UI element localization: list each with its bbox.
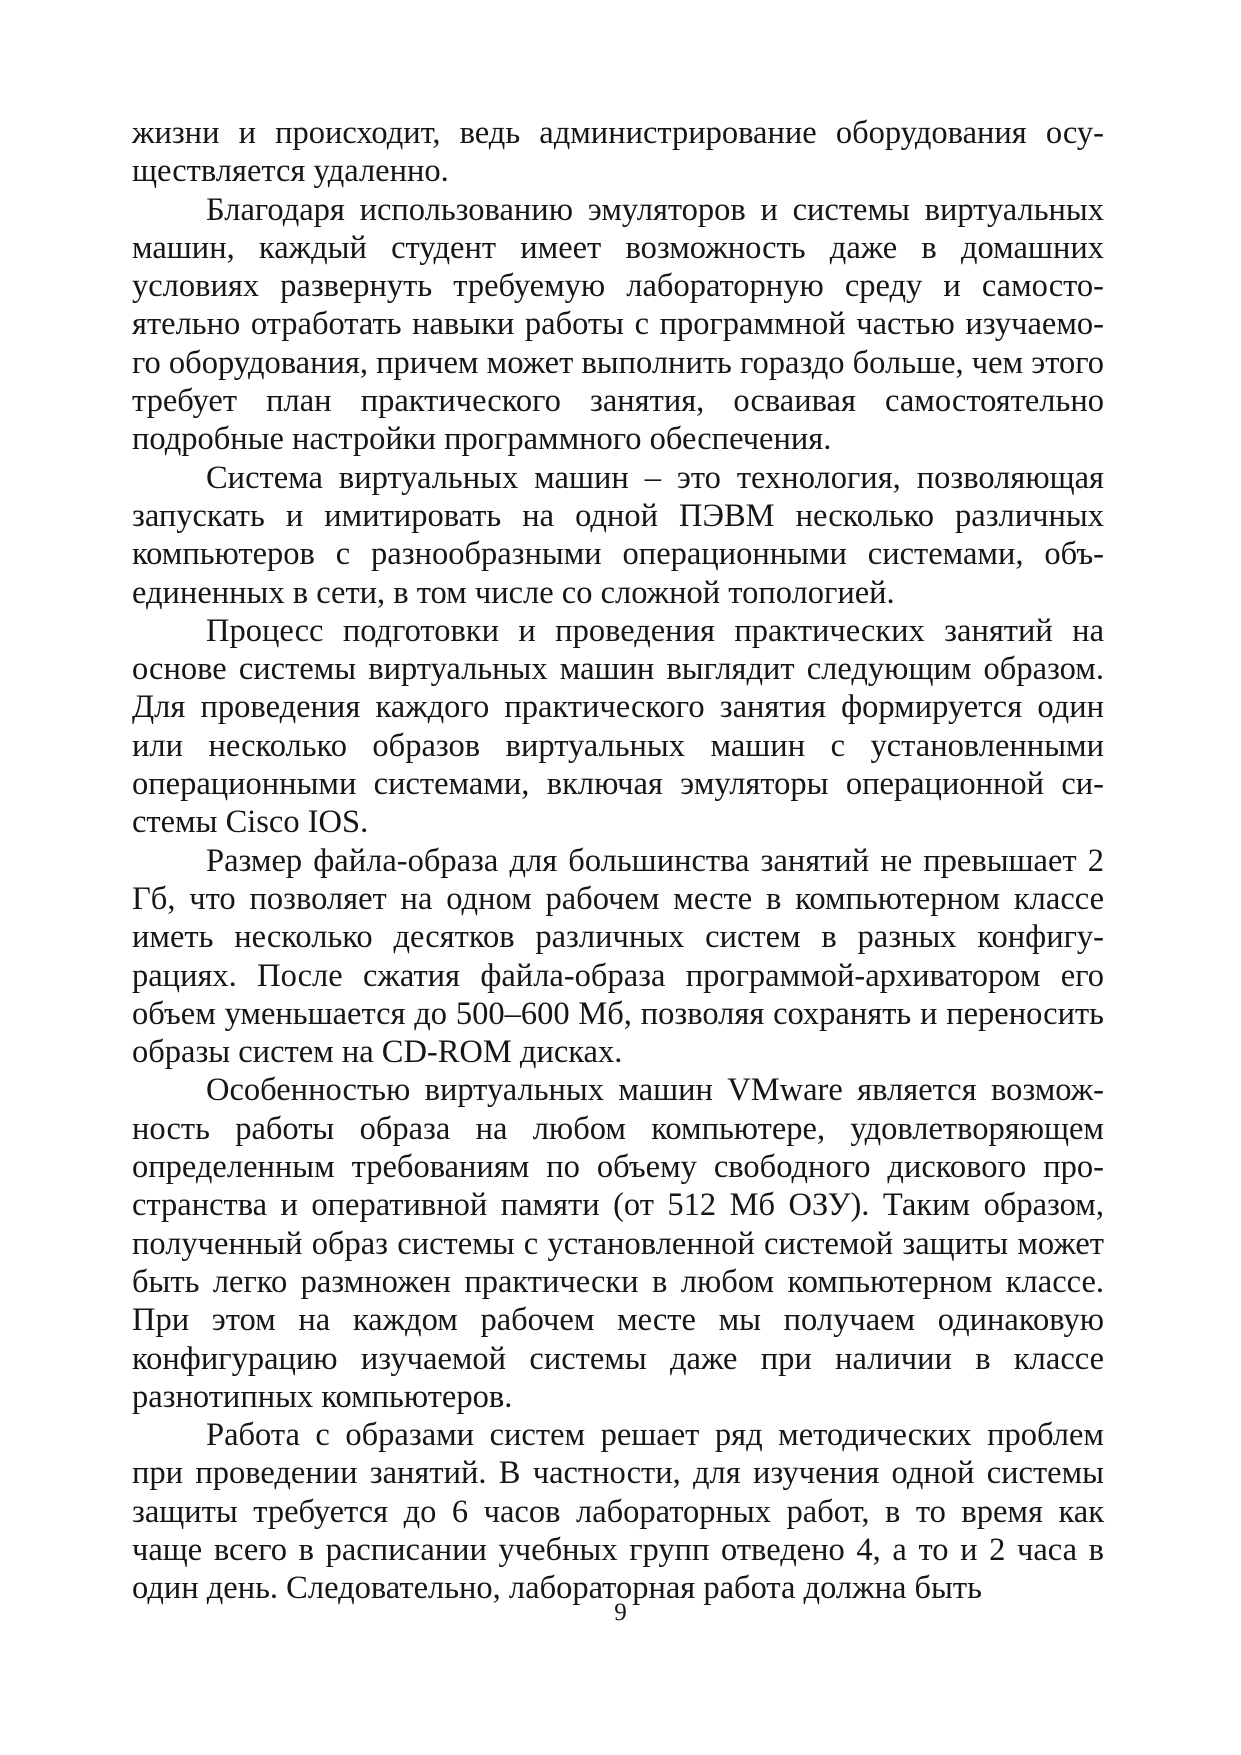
paragraph-preparation-process: Процесс подготовки и проведения практических занятий на основе системы виртуальных машин выглядит следующим образом. Для проведения каждого практического занятия формируется один или несколько образов виртуальных машин с установленными операционными системами, включая эмуляторы операционной системы Cisco IOS. — [132, 612, 1104, 841]
paragraph-vmware-features: Особенностью виртуальных машин VMware является возможность работы образа на любом компьютере, удовлетворяющем определенным требованиям по объему свободного дискового пространства и оперативной памяти (от 512 Мб ОЗУ). Таким образом, полученный образ системы с установленной системой защиты может быть легко размножен практически в любом компьютерном классе. При этом на каждом рабочем месте мы получаем одинаковую конфигурацию изучаемой системы даже при наличии в классе разнотипных компьютеров. — [132, 1072, 1104, 1415]
paragraph-emulators: Благодаря использованию эмуляторов и системы виртуальных машин, каждый студент имеет возможность даже в домашних условиях развернуть требуемую лабораторную среду и самостоятельно отработать навыки работы с программной частью изучаемого оборудования, причем может выполнить гораздо больше, чем этого требует план практического занятия, осваивая самостоятельно подробные настройки программного обеспечения. — [132, 191, 1104, 458]
paragraph-methodical-problems: Работа с образами систем решает ряд методических проблем при проведении занятий. В частности, для изучения одной системы защиты требуется до 6 часов лабораторных работ, в то время как чаще всего в расписании учебных групп отведено 4, а то и 2 часа в один день. Следовательно, лабораторная работа должна быть — [132, 1417, 1104, 1607]
paragraph-image-size: Размер файла-образа для большинства занятий не превышает 2 Гб, что позволяет на одном рабочем месте в компьютерном классе иметь несколько десятков различных систем в разных конфигурациях. После сжатия файла-образа программой-архиватором его объем уменьшается до 500–600 Мб, позволяя сохранять и переносить образы систем на CD-ROM дисках. — [132, 842, 1104, 1071]
page-number: 9 — [614, 1599, 627, 1626]
paragraph-continuation: жизни и происходит, ведь администрирование оборудования осуществляется удаленно. — [132, 115, 1104, 190]
paragraph-virtual-machines-definition: Система виртуальных машин – это технология, позволяющая запускать и имитировать на одной ПЭВМ несколько различных компьютеров с разнообразными операционными системами, объединенных в сети, в том числе со сложной топологией. — [132, 459, 1104, 611]
body-text — [132, 114, 1104, 1608]
